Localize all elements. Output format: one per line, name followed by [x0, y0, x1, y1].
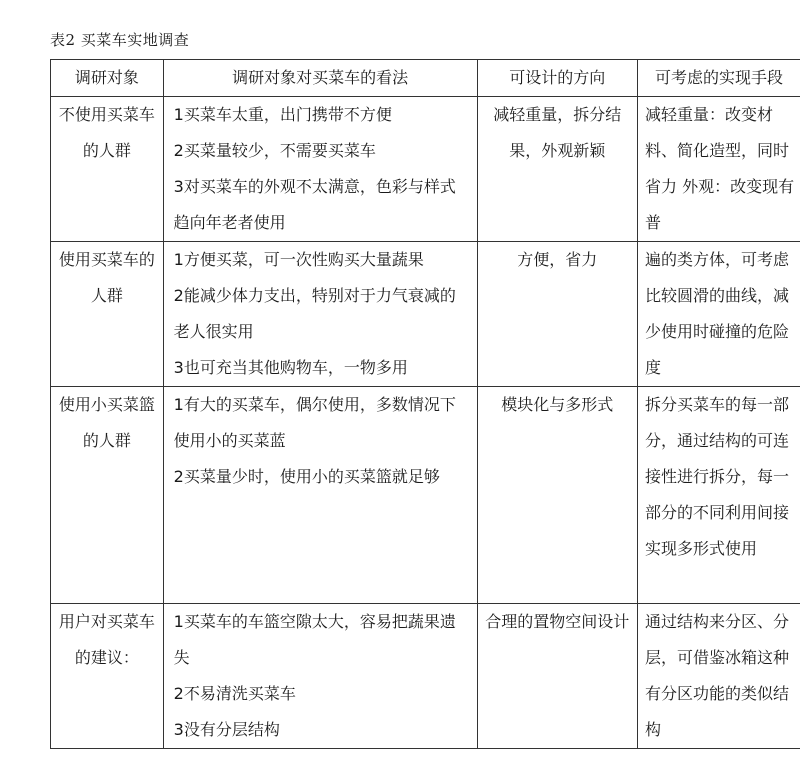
survey-table [50, 59, 800, 749]
direction-cell: 模块化与多形式 [477, 387, 637, 604]
header-subject: 调研对象 [51, 60, 164, 97]
opinion-item: 2买菜量较少，不需要买菜车 [173, 141, 376, 160]
opinion-item: 2能减少体力支出，特别对于力气衰减的老人很实用 [173, 286, 456, 341]
opinions-cell [163, 604, 477, 749]
header-means: 可考虑的实现手段 [638, 60, 800, 97]
means-cell: 拆分买菜车的每一部分，通过结构的可连接性进行拆分，每一部分的不同利用间接实现多形式使用 [638, 387, 800, 604]
opinion-item: 3对买菜车的外观不太满意，色彩与样式趋向年老者使用 [173, 177, 456, 232]
header-row [51, 60, 800, 97]
header-direction: 可设计的方向 [477, 60, 637, 97]
header-opinions: 调研对象对买菜车的看法 [163, 60, 477, 97]
direction-cell: 减轻重量，拆分结果，外观新颖 [477, 97, 637, 242]
opinion-item: 1买菜车的车篮空隙太大，容易把蔬果遗失 [173, 612, 456, 667]
opinions-cell [163, 97, 477, 242]
opinions-cell [163, 242, 477, 387]
opinions-cell [163, 387, 477, 604]
opinion-item: 2不易清洗买菜车 [173, 684, 296, 703]
table-row [51, 242, 800, 387]
opinion-item: 1有大的买菜车，偶尔使用，多数情况下使用小的买菜蓝 [173, 395, 456, 450]
table-row [51, 387, 800, 604]
table-caption: 表2 买菜车实地调查 [50, 31, 190, 49]
opinion-item: 1方便买菜，可一次性购买大量蔬果 [173, 250, 424, 269]
subject-cell: 不使用买菜车的人群 [51, 97, 164, 242]
means-cell: 遍的类方体，可考虑比较圆滑的曲线，减少使用时碰撞的危险度 [638, 242, 800, 387]
subject-cell: 使用小买菜篮的人群 [51, 387, 164, 604]
subject-cell: 使用买菜车的人群 [51, 242, 164, 387]
subject-cell: 用户对买菜车的建议： [51, 604, 164, 749]
means-cell: 通过结构来分区、分层，可借鉴冰箱这种有分区功能的类似结构 [638, 604, 800, 749]
opinion-item: 1买菜车太重，出门携带不方便 [173, 105, 392, 124]
direction-cell: 合理的置物空间设计 [477, 604, 637, 749]
opinion-item: 3没有分层结构 [173, 720, 280, 739]
table-row [51, 604, 800, 749]
opinion-item: 3也可充当其他购物车，一物多用 [173, 358, 408, 377]
direction-cell: 方便，省力 [477, 242, 637, 387]
opinion-item: 2买菜量少时，使用小的买菜篮就足够 [173, 467, 440, 486]
table-row [51, 97, 800, 242]
means-cell: 减轻重量：改变材料、简化造型，同时省力 外观：改变现有普 [638, 97, 800, 242]
